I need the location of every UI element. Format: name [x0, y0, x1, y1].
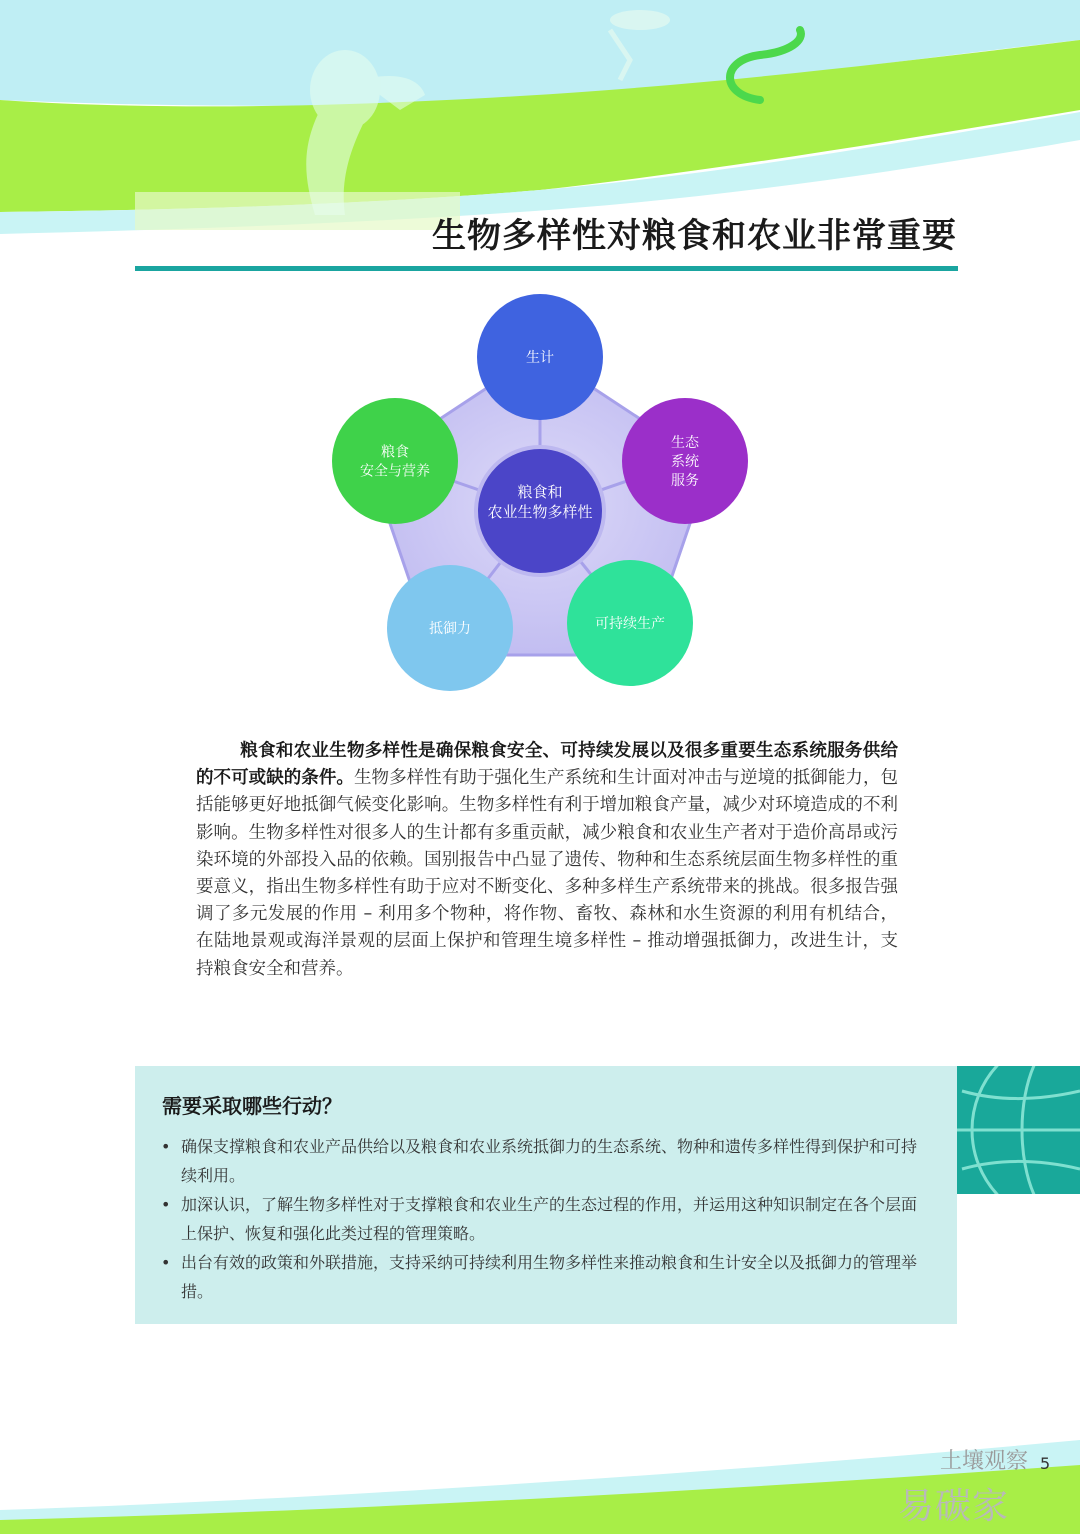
actions-panel: [135, 1066, 957, 1324]
center-label-line2: 农业生物多样性: [487, 503, 593, 521]
actions-title: 需要采取哪些行动？: [162, 1094, 342, 1118]
node-label: 生计: [526, 350, 554, 366]
node-label: 粮食: [381, 444, 409, 461]
list-item: [157, 1248, 932, 1306]
watermark-logo-text: 易碳家: [898, 1486, 1010, 1527]
action-item-text: 出台有效的政策和外联措施，支持采纳可持续利用生物多样性来推动粮食和生计安全以及抵御力的管理举措。: [181, 1253, 918, 1301]
list-item: [157, 1132, 932, 1190]
node-food-security: [332, 398, 458, 524]
title-underline: [135, 266, 958, 271]
paragraph-lead: 粮食和农业生物多样性是确保粮食安全、可持续发展以及很多重要生态系统服务供给的不可或缺的条件。: [196, 741, 898, 789]
bullet-icon: •: [161, 1137, 171, 1156]
node-sustainable-production: [567, 560, 693, 686]
node-label: 安全与营养: [360, 463, 430, 480]
list-item: [157, 1190, 932, 1248]
watermark-subtitle: 土壤观察: [940, 1449, 1029, 1474]
actions-list: [157, 1132, 932, 1306]
center-label-line1: 粮食和: [517, 483, 563, 501]
node-label: 服务: [671, 473, 699, 489]
action-item-text: 加深认识，了解生物多样性对于支撑粮食和农业生产的生态过程的作用，并运用这种知识制定在各个层面上保护、恢复和强化此类过程的管理策略。: [181, 1195, 918, 1243]
node-label: 系统: [671, 454, 699, 470]
node-circle: [332, 398, 458, 524]
node-resilience: [387, 565, 513, 691]
page-number: 5: [1040, 1454, 1051, 1473]
page-title: 生物多样性对粮食和农业非常重要: [432, 216, 957, 256]
paragraph-body: 生物多样性有助于强化生产系统和生计面对冲击与逆境的抵御能力，包括能够更好地抵御气候变化影响。生物多样性有利于增加粮食产量，减少对环境造成的不利影响。生物多样性对很多人的生计都有多重贡献，减少粮食和农业生产者对于造价高昂或污染环境的外部投入品的依赖。国别报告中凸显了遗传、物种和生态系统层面生物多样性的重要意义，指出生物多样性有助于应对不断变化、多种多样生产系统带来的挑战。很多报告强调了多元发展的作用 – 利用多个物种，将作物、畜牧、森林和水生资源的利用有机结合，在陆地景观或海洋景观的层面上保护和管理生境多样性 – 推动增强抵御力，改进生计，支持粮食安全和营养。: [196, 768, 899, 979]
biodiversity-diagram: [300, 285, 780, 705]
globe-icon: [957, 1066, 1080, 1194]
bullet-icon: •: [161, 1195, 171, 1214]
node-label: 抵御力: [429, 621, 471, 637]
action-item-text: 确保支撑粮食和农业产品供给以及粮食和农业系统抵御力的生态系统、物种和遗传多样性得到保护和可持续利用。: [181, 1137, 918, 1185]
node-label: 生态: [671, 435, 699, 451]
bullet-icon: •: [161, 1253, 171, 1272]
node-ecosystem-services: [622, 398, 748, 524]
node-label: 可持续生产: [595, 616, 665, 632]
node-livelihoods: [477, 294, 603, 420]
main-paragraph: [196, 738, 898, 983]
